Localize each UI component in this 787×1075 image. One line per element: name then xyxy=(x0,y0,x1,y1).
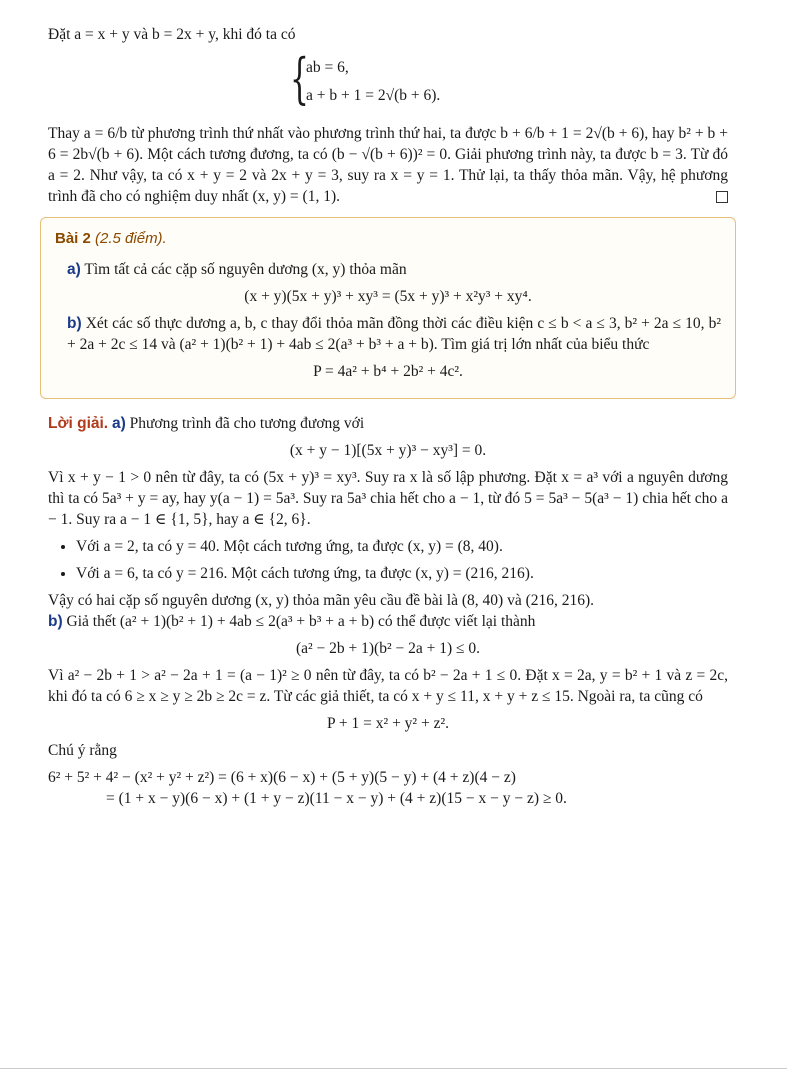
solution-a-intro-text: Phương trình đã cho tương đương với xyxy=(129,415,365,432)
solution-a-paragraph: Vì x + y − 1 > 0 nên từ đây, ta có (5x + y)³ = xy³. Suy ra x là số lập phương. Đặt x = a³ với a nguyên dương thì ta có 5a³ + y = ay, hay y(a − 1) = 5a³. Suy ra 5a³ chia hết cho a − 1, từ đó 5 = 5a³ − 5(a³ − 1) chia hết cho a − 1. Suy ra a − 1 ∈ {1, 5}, hay a ∈ {2, 6}. xyxy=(48,469,728,528)
solution-b-equation-1: (a² − 2b + 1)(b² − 2a + 1) ≤ 0. xyxy=(295,640,481,657)
solution-a-conclusion: Vậy có hai cặp số nguyên dương (x, y) thỏa mãn yêu cầu đề bài là (8, 40) và (216, 216). xyxy=(48,592,595,609)
equation-system xyxy=(290,47,728,113)
intro-paragraph: Thay a = 6/b từ phương trình thứ nhất vào phương trình thứ hai, ta được b + 6/b + 1 = 2√(b + 6), hay b² + b + 6 = 2b√(b + 6). Một cách tương đương, ta có (b − √(b + 6))² = 0. Giải phương trình này, ta được b = 3. Từ đó a = 2. Như vậy, ta có x + y = 2 và 2x + y = 3, suy ra x = y = 1. Thử lại, ta thấy thỏa mãn. Vậy, hệ phương trình đã cho có nghiệm duy nhất (x, y) = (1, 1). xyxy=(48,125,728,205)
page-bottom-rule xyxy=(0,1068,787,1069)
system-line-1: ab = 6, xyxy=(306,59,349,76)
solution-b-equation-2: P + 1 = x² + y² + z². xyxy=(327,715,449,732)
solution-note: Chú ý rằng xyxy=(48,742,117,759)
problem-points: (2.5 điểm). xyxy=(95,230,167,247)
solution-title: Lời giải. xyxy=(48,415,109,432)
solution-a-equation: (x + y − 1)[(5x + y)³ − xy³] = 0. xyxy=(289,442,487,459)
solution-b-intro xyxy=(48,611,728,632)
solution-cases-list xyxy=(48,536,728,584)
solution-a-label: a) xyxy=(111,415,126,432)
intro-set-line: Đặt a = x + y và b = 2x + y, khi đó ta có xyxy=(48,26,296,43)
part-a-equation: (x + y)(5x + y)³ + xy³ = (5x + y)³ + x²y³ + xy⁴. xyxy=(244,288,532,305)
solution-b-intro-text: Giả thết (a² + 1)(b² + 1) + 4ab ≤ 2(a³ + b³ + a + b) có thể được viết lại thành xyxy=(66,613,536,630)
list-item: • Với a = 2, ta có y = 40. Một cách tương ứng, ta được (x, y) = (8, 40). xyxy=(76,536,728,557)
problem-part-a xyxy=(67,259,721,280)
document-page xyxy=(48,24,728,809)
final-line-2: = (1 + x − y)(6 − x) + (1 + y − z)(11 − x − y) + (4 + z)(15 − x − y − z) ≥ 0. xyxy=(106,790,567,807)
qed-box-icon xyxy=(716,191,728,203)
problem-title xyxy=(55,228,721,249)
system-brace: { xyxy=(290,47,309,110)
solution-b-paragraph: Vì a² − 2b + 1 > a² − 2a + 1 = (a − 1)² ≥ 0 nên từ đây, ta có b² − 2a + 1 ≤ 0. Đặt x = 2a, y = b² + 1 và z = 2c, khi đó ta có 6 ≥ x ≥ y ≥ 2b ≥ 2c = z. Từ các giả thiết, ta có x + y ≤ 11, x + y + z ≤ 15. Ngoài ra, ta cũng có xyxy=(48,667,728,705)
problem-part-b xyxy=(67,313,721,355)
part-b-equation: P = 4a² + b⁴ + 2b² + 4c². xyxy=(313,363,463,380)
list-item: • Với a = 6, ta có y = 216. Một cách tương ứng, ta được (x, y) = (216, 216). xyxy=(76,563,728,584)
problem-box xyxy=(40,217,736,399)
problem-number: Bài 2 xyxy=(55,230,91,247)
system-line-2: a + b + 1 = 2√(b + 6). xyxy=(306,87,441,104)
final-line-1: 6² + 5² + 4² − (x² + y² + z²) = (6 + x)(6 − x) + (5 + y)(5 − y) + (4 + z)(4 − z) xyxy=(48,769,516,786)
solution-a-intro xyxy=(48,413,728,434)
part-a-text: Tìm tất cả các cặp số nguyên dương (x, y) thỏa mãn xyxy=(84,261,407,278)
solution-b-label: b) xyxy=(48,613,63,630)
part-b-text: Xét các số thực dương a, b, c thay đổi thỏa mãn đồng thời các điều kiện c ≤ b < a ≤ 3, b² + 2a ≤ 10, b² + 2a + 2c ≤ 14 và (a² + 1)(b² + 1) + 4ab ≤ 2(a³ + b³ + a + b). Tìm giá trị lớn nhất của biểu thức xyxy=(67,315,721,353)
part-a-label: a) xyxy=(67,261,81,278)
part-b-label: b) xyxy=(67,315,82,332)
